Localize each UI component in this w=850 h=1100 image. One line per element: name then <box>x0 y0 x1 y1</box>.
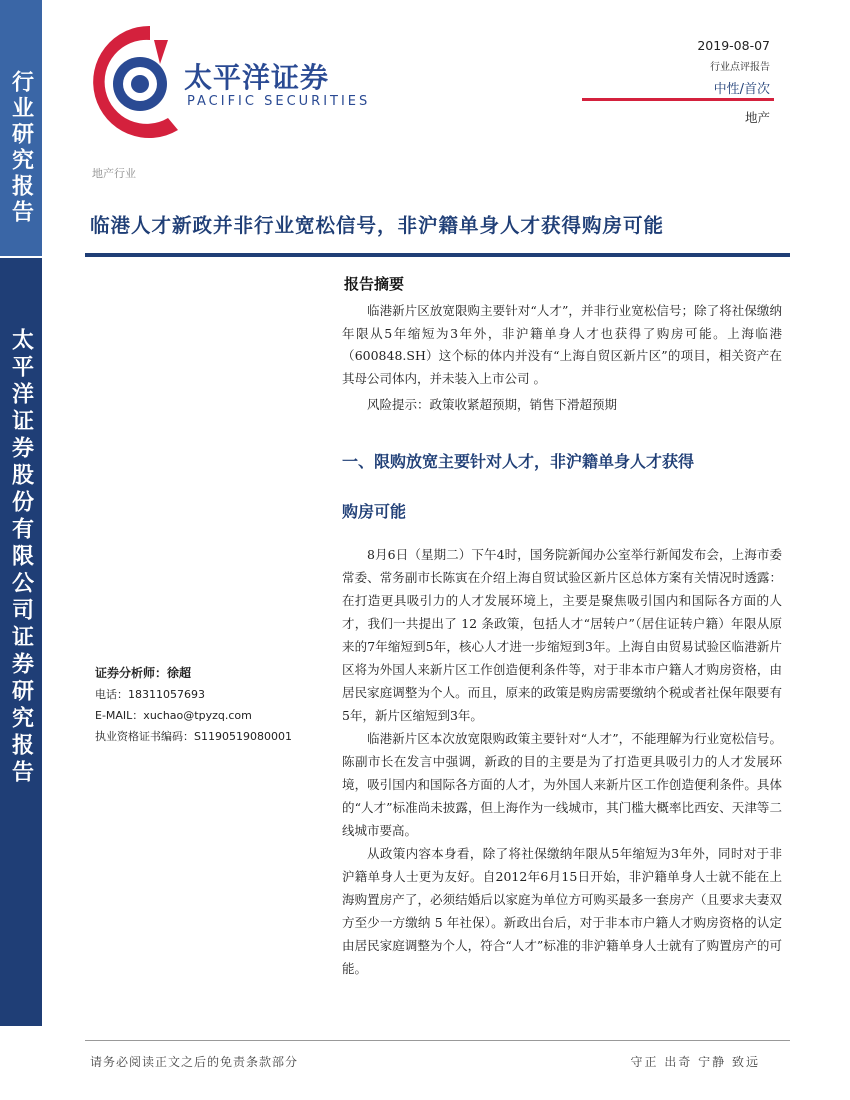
sidebar-bottom-label: 太平洋证券股份有限公司证券研究报告 <box>8 328 34 787</box>
analyst-name-line <box>95 663 292 684</box>
analyst-phone: 电话：18311057693 <box>95 688 205 701</box>
section-body <box>342 543 782 980</box>
sidebar-top-label: 行业研究报告 <box>8 70 34 226</box>
body-paragraph: 从政策内容本身看，除了将社保缴纳年限从5年缩短为3年外，同时对于非沪籍单身人士更为友好。自2012年6月15日开始，非沪籍单身人士就不能在上海购置房产了，必须结婚后以家庭为单位方可购买最多一套房产（且要求夫妻双方至少一方缴纳 5 年社保）。新政出台后，对于非本市户籍人才购房资格的认定由居民家庭调整为个人，符合“人才”标准的非沪籍单身人士就有了购置房产的可能。 <box>342 846 782 976</box>
analyst-info <box>95 663 292 747</box>
sidebar-bottom <box>0 258 42 1026</box>
section-heading-line1: 一、限购放宽主要针对人才，非沪籍单身人才获得 <box>342 452 695 471</box>
sidebar-top <box>0 0 42 256</box>
company-logo <box>88 18 378 143</box>
report-date: 2019-08-07 <box>697 38 770 53</box>
sector: 地产 <box>744 110 770 125</box>
report-type: 行业点评报告 <box>710 62 770 73</box>
summary-paragraph <box>342 300 782 390</box>
analyst-email[interactable]: E-MAIL：xuchao@tpyzq.com <box>95 709 252 722</box>
report-title: 临港人才新政并非行业宽松信号，非沪籍单身人才获得购房可能 <box>90 214 665 237</box>
analyst-title-label: 证券分析师： <box>95 666 168 680</box>
risk-note <box>342 394 782 417</box>
logo-name-en: PACIFIC SECURITIES <box>187 94 371 109</box>
header-accent-line <box>582 98 774 101</box>
footer-disclaimer[interactable]: 请务必阅读正文之后的免责条款部分 <box>90 1055 299 1069</box>
footer-motto: 守正 出奇 宁静 致远 <box>630 1055 760 1069</box>
section-heading <box>342 440 782 534</box>
title-divider <box>85 253 790 257</box>
rating: 中性/首次 <box>713 82 770 97</box>
body-paragraph: 8月6日（星期二）下午4时，国务院新闻办公室举行新闻发布会，上海市委常委、常务副市长陈寅在介绍上海自贸试验区新片区总体方案有关情况时透露：在打造更具吸引力的人才发展环境上，主要是聚焦吸引国内和国际各方面的人才，我们一共提出了 12 条政策，包括人才“居转户”（居住证转户籍）年限从原来的7年缩短到5年，核心人才进一步缩短到3年。上海自由贸易试验区临港新片区将为外国人来新片区工作创造便利条件等，对于非本市户籍人才购房资格，由居民家庭调整为个人。而且，原来的政策是购房需要缴纳个税或者社保年限要有5年，新片区缩短到3年。 <box>342 547 782 723</box>
risk-text: 风险提示：政策收紧超预期，销售下滑超预期 <box>367 397 618 412</box>
logo-name-cn: 太平洋证券 <box>184 61 330 94</box>
summary-heading: 报告摘要 <box>344 275 405 293</box>
footer-divider <box>85 1040 790 1041</box>
industry-tag: 地产行业 <box>92 167 136 180</box>
analyst-name: 徐超 <box>167 666 192 680</box>
body-paragraph: 临港新片区本次放宽限购政策主要针对“人才”，不能理解为行业宽松信号。陈副市长在发言中强调，新政的目的主要是为了打造更具吸引力的人才发展环境，吸引国内和国际各方面的人才，为外国人来新片区工作创造便利条件。具体的“人才”标准尚未披露，但上海作为一线城市，其门槛大概率比西安、天津等二线城市要高。 <box>342 731 782 838</box>
section-heading-line2: 购房可能 <box>342 502 407 521</box>
analyst-license: 执业资格证书编码：S1190519080001 <box>95 730 292 743</box>
summary-text: 临港新片区放宽限购主要针对“人才”，并非行业宽松信号；除了将社保缴纳年限从5年缩短为3年外，非沪籍单身人才也获得了购房可能。上海临港（600848.SH）这个标的体内并没有“上海自贸区新片区”的项目，相关资产在其母公司体内，并未装入上市公司 。 <box>342 303 782 386</box>
pacific-securities-logo-icon <box>88 18 183 143</box>
